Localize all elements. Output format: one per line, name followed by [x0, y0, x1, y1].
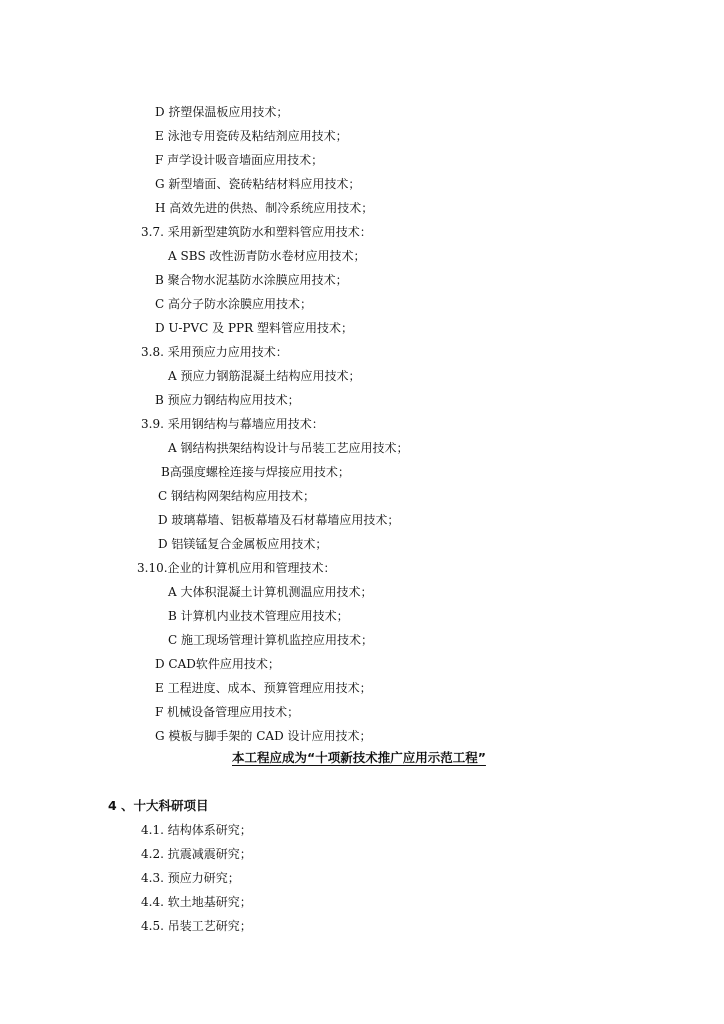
section-heading: 3.7. 采用新型建筑防水和塑料管应用技术： — [141, 225, 372, 239]
section-heading: 3.10.企业的计算机应用和管理技术： — [137, 561, 336, 575]
tech-item: B高强度螺栓连接与焊接应用技术； — [161, 465, 350, 479]
tech-item: A 大体积混凝土计算机测温应用技术； — [168, 585, 373, 599]
research-item: 4.3. 预应力研究； — [141, 871, 240, 885]
research-item: 4.5. 吊装工艺研究； — [141, 919, 252, 933]
research-item: 4.1. 结构体系研究； — [141, 823, 252, 837]
research-item: 4.4. 软土地基研究； — [141, 895, 252, 909]
tech-item: G 模板与脚手架的 CAD 设计应用技术； — [155, 729, 372, 743]
tech-item: A SBS 改性沥青防水卷材应用技术； — [168, 249, 366, 263]
tech-item: H 高效先进的供热、制冷系统应用技术； — [155, 201, 374, 215]
research-item: 4.2. 抗震减震研究； — [141, 847, 252, 861]
demo-project-statement: 本工程应成为“十项新技术推广应用示范工程” — [232, 750, 486, 765]
tech-item: F 声学设计吸音墙面应用技术； — [155, 153, 324, 167]
tech-item: C 钢结构网架结构应用技术； — [158, 489, 315, 503]
tech-item: E 工程进度、成本、预算管理应用技术； — [155, 681, 372, 695]
tech-item: C 高分子防水涂膜应用技术； — [155, 297, 312, 311]
tech-item: E 泳池专用瓷砖及粘结剂应用技术； — [155, 129, 348, 143]
tech-item: B 预应力钢结构应用技术； — [155, 393, 300, 407]
tech-item: D U-PVC 及 PPR 塑料管应用技术； — [155, 321, 353, 335]
section-heading: 3.9. 采用钢结构与幕墙应用技术： — [141, 417, 324, 431]
tech-item: D CAD软件应用技术； — [155, 657, 280, 671]
section-4-heading: 4 、十大科研项目 — [108, 798, 209, 813]
tech-item: A 钢结构拱架结构设计与吊装工艺应用技术； — [168, 441, 409, 455]
tech-item: C 施工现场管理计算机监控应用技术； — [168, 633, 373, 647]
tech-item: B 计算机内业技术管理应用技术； — [168, 609, 349, 623]
tech-item: B 聚合物水泥基防水涂膜应用技术； — [155, 273, 348, 287]
tech-item: D 玻璃幕墙、铝板幕墙及石材幕墙应用技术； — [158, 513, 400, 527]
tech-item: D 铝镁锰复合金属板应用技术； — [158, 537, 328, 551]
tech-item: F 机械设备管理应用技术； — [155, 705, 300, 719]
tech-item: A 预应力钢筋混凝土结构应用技术； — [168, 369, 361, 383]
tech-item: D 挤塑保温板应用技术； — [155, 105, 289, 119]
section-heading: 3.8. 采用预应力应用技术： — [141, 345, 288, 359]
tech-item: G 新型墙面、瓷砖粘结材料应用技术； — [155, 177, 361, 191]
